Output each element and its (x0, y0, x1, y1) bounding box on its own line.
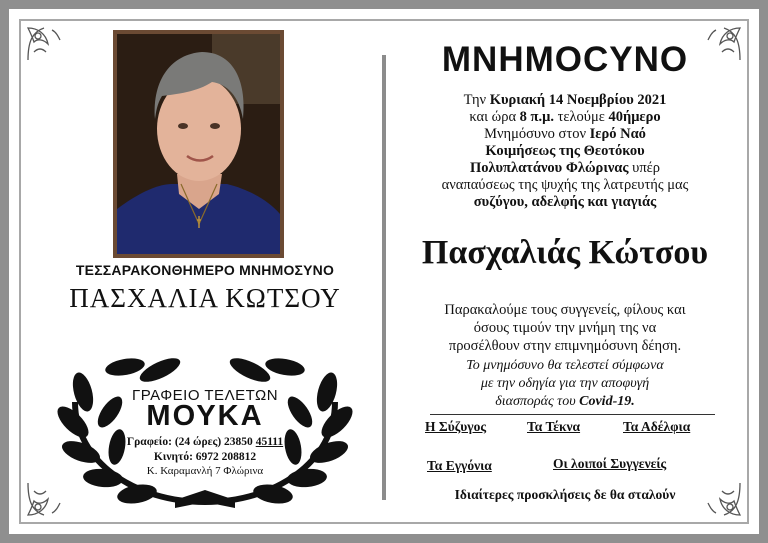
page-title: ΜΝΗΜΟCΥΝΟ (441, 40, 689, 79)
funeral-office-phone: Γραφείο: (24 ώρες) 23850 45111 (126, 436, 284, 448)
funeral-office-name: ΜΟΥΚΑ (146, 400, 264, 432)
announcement-line: Μνημόσυνο στον Ιερό Ναό (484, 126, 646, 142)
request-line: προσέλθουν στην επιμνημόσυνη δέηση. (448, 338, 682, 354)
announcement-line: Κοιμήσεως της Θεοτόκου (485, 143, 645, 159)
memorial-subheading: ΤΕΣΣΑΡΑΚΟΝΘΗΜΕΡΟ ΜΝΗΜΟΣΥΝΟ (75, 262, 335, 278)
mourner-grandchildren: Τα Εγγόνια (427, 458, 492, 473)
mourner-siblings: Τα Αδέλφια (623, 419, 691, 434)
vertical-divider (382, 55, 386, 500)
request-line: Παρακαλούμε τους συγγενείς, φίλους και (444, 302, 686, 318)
announcement-line: Πολυπλατάνου Φλώρινας υπέρ (470, 160, 660, 176)
footer-note: Ιδιαίτερες προσκλήσεις δε θα σταλούν (454, 487, 676, 502)
funeral-office-mobile: Κινητό: 6972 208812 (153, 451, 257, 463)
request-line: όσους τιμούν την μνήμη της να (473, 320, 657, 336)
covid-note-line: διασποράς του Covid-19. (495, 394, 635, 409)
portrait-icon (117, 34, 280, 254)
funeral-office-address: Κ. Καραμανλή 7 Φλώρινα (146, 465, 264, 477)
portrait-photo (113, 30, 284, 258)
funeral-office-label: ΓΡΑΦΕΙΟ ΤΕΛΕΤΩΝ (131, 387, 279, 404)
announcement-line: και ώρα 8 π.μ. τελούμε 40ήμερο (469, 109, 661, 125)
mourner-children: Τα Τέκνα (527, 419, 581, 434)
separator-line (430, 414, 715, 415)
deceased-name: Πασχαλιάς Κώτσου (421, 234, 709, 271)
announcement-line: Την Κυριακή 14 Νοεμβρίου 2021 (463, 92, 667, 108)
covid-note-line: με την οδηγία για την αποφυγή (480, 376, 650, 391)
mourner-spouse: Η Σύζυγος (425, 419, 487, 434)
floral-corner-icon (24, 24, 64, 64)
announcement-line: συζύγου, αδελφής και γιαγιάς (473, 194, 657, 210)
announcement-line: αναπαύσεως της ψυχής της λατρευτής μας (441, 177, 689, 193)
mourner-relatives: Οι λοιποί Συγγενείς (553, 456, 667, 471)
covid-note-line: Το μνημόσυνο θα τελεστεί σύμφωνα (466, 358, 664, 373)
deceased-name-caps: ΠΑΣΧΑΛΙΑ ΚΩΤΣΟΥ (69, 283, 341, 313)
